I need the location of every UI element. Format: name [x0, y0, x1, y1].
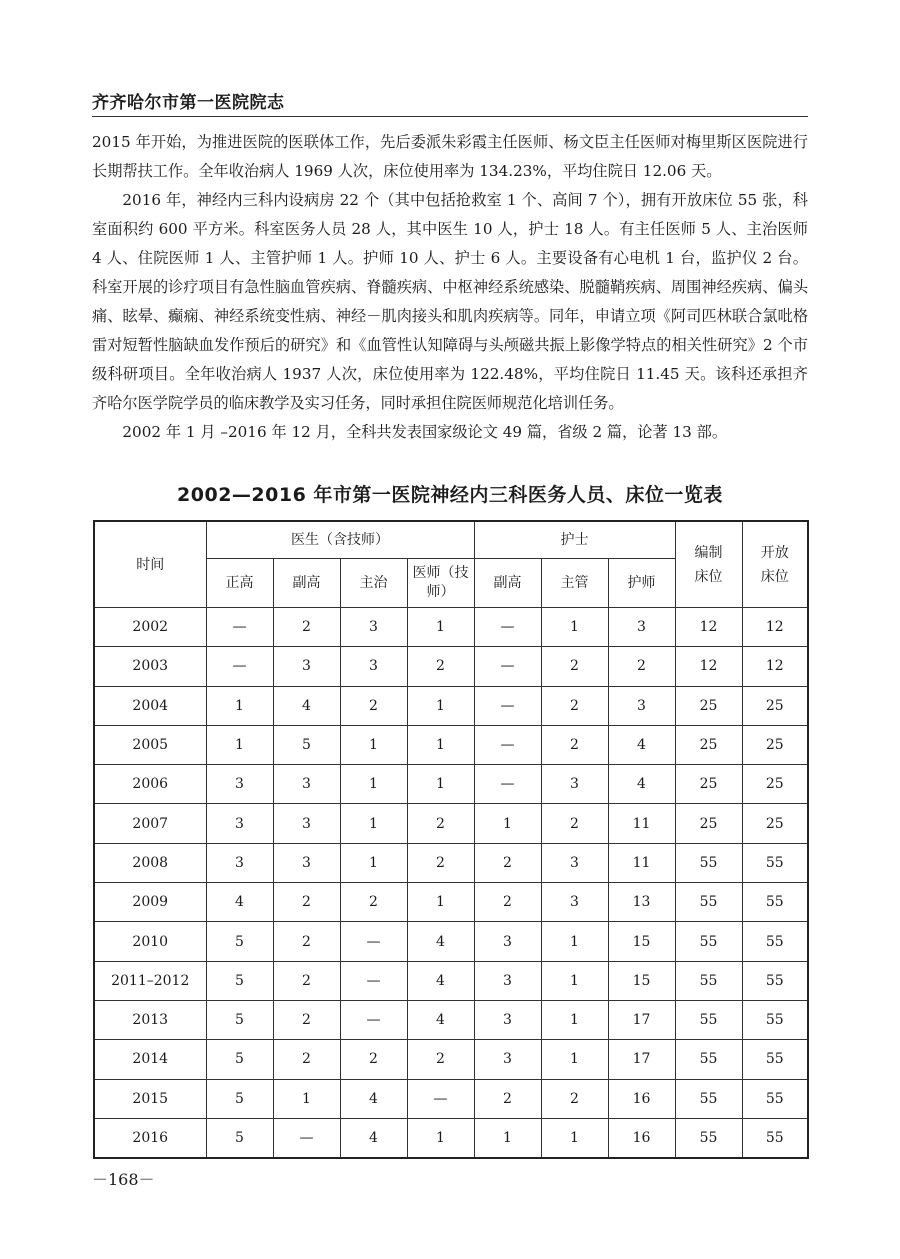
- table-cell: 1: [340, 804, 407, 843]
- table-cell: 4: [407, 961, 474, 1000]
- table-cell-time: 2002: [94, 608, 206, 647]
- table-cell: 25: [675, 725, 742, 764]
- table-cell: 2: [340, 1040, 407, 1079]
- header-planned-beds: 编制床位: [675, 521, 742, 608]
- table-cell: 55: [742, 1079, 808, 1118]
- paragraph: 2015 年开始，为推进医院的医联体工作，先后委派朱彩霞主任医师、杨文臣主任医师对梅里斯区医院进行长期帮扶工作。全年收治病人 1969 人次，床位使用率为 134.23%，平均住院日 12.06 天。: [92, 133, 808, 180]
- table-cell: 3: [340, 608, 407, 647]
- table-cell-time: 2005: [94, 725, 206, 764]
- table-cell: 55: [675, 1118, 742, 1158]
- table-row: [94, 686, 808, 725]
- table-cell: 15: [608, 922, 675, 961]
- header-rule: [92, 116, 808, 117]
- table-cell: 5: [273, 725, 340, 764]
- table-cell-time: 2011–2012: [94, 961, 206, 1000]
- table-cell: 1: [407, 883, 474, 922]
- table-cell: 55: [742, 1000, 808, 1039]
- table-cell: 13: [608, 883, 675, 922]
- table-cell: 1: [541, 1000, 608, 1039]
- table-cell: —: [273, 1118, 340, 1158]
- table-cell: 16: [608, 1118, 675, 1158]
- table-cell: 2: [407, 647, 474, 686]
- table-cell: 1: [340, 843, 407, 882]
- table-row: [94, 608, 808, 647]
- table-cell-time: 2004: [94, 686, 206, 725]
- table-cell: 3: [474, 1040, 541, 1079]
- table-cell: 2: [608, 647, 675, 686]
- table-cell: 11: [608, 843, 675, 882]
- table-cell: 2: [273, 922, 340, 961]
- table-row: [94, 725, 808, 764]
- table-cell-time: 2013: [94, 1000, 206, 1039]
- table-cell: 2: [273, 1040, 340, 1079]
- header-nurse-col: 主管: [541, 559, 608, 608]
- table-cell-time: 2006: [94, 765, 206, 804]
- table-cell: 2: [273, 1000, 340, 1039]
- table-cell: 25: [742, 686, 808, 725]
- table-cell: —: [407, 1079, 474, 1118]
- table-cell: 55: [742, 883, 808, 922]
- table-cell: 3: [474, 961, 541, 1000]
- table-cell: 4: [340, 1118, 407, 1158]
- table-cell: 55: [742, 1118, 808, 1158]
- table-cell: 1: [474, 804, 541, 843]
- table-cell: 5: [206, 961, 273, 1000]
- table-cell: 2: [340, 686, 407, 725]
- table-row: [94, 765, 808, 804]
- header-open-beds: 开放床位: [742, 521, 808, 608]
- table-cell: 25: [742, 804, 808, 843]
- table-cell: 1: [541, 961, 608, 1000]
- table-cell: 1: [206, 686, 273, 725]
- table-cell: 1: [541, 1040, 608, 1079]
- table-cell: 55: [675, 1079, 742, 1118]
- table-cell: 15: [608, 961, 675, 1000]
- table-cell: 25: [675, 686, 742, 725]
- table-cell: 55: [742, 1040, 808, 1079]
- table-cell: 1: [541, 922, 608, 961]
- table-cell: 3: [474, 922, 541, 961]
- table-cell: 55: [742, 922, 808, 961]
- header-doctor-col: 正高: [206, 559, 273, 608]
- table-cell: 4: [206, 883, 273, 922]
- page-number: －168－: [92, 1170, 155, 1189]
- table-cell: 1: [407, 765, 474, 804]
- table-cell: 5: [206, 1000, 273, 1039]
- table-cell: 1: [541, 1118, 608, 1158]
- table-row: [94, 1040, 808, 1079]
- table-cell-time: 2014: [94, 1040, 206, 1079]
- table-cell: 3: [206, 843, 273, 882]
- table-row: [94, 1000, 808, 1039]
- header-nurse-group: 护士: [474, 521, 675, 559]
- table-cell: 2: [273, 961, 340, 1000]
- table-cell: 1: [541, 608, 608, 647]
- table-cell: 55: [675, 1000, 742, 1039]
- table-cell: 3: [273, 765, 340, 804]
- table-cell: 1: [340, 765, 407, 804]
- table-cell: 12: [675, 608, 742, 647]
- table-cell: 3: [206, 765, 273, 804]
- table-row: [94, 1118, 808, 1158]
- table-cell: 3: [273, 647, 340, 686]
- table-cell: 2: [407, 843, 474, 882]
- table-cell: 4: [407, 922, 474, 961]
- table-cell: 3: [273, 843, 340, 882]
- table-cell-time: 2003: [94, 647, 206, 686]
- table-cell: 55: [675, 883, 742, 922]
- table-cell: 16: [608, 1079, 675, 1118]
- table-cell: 55: [742, 843, 808, 882]
- staff-beds-table: [93, 520, 809, 1159]
- table-cell: 2: [273, 608, 340, 647]
- table-cell: —: [474, 608, 541, 647]
- paragraph: 2016 年，神经内三科内设病房 22 个（其中包括抢救室 1 个、高间 7 个），拥有开放床位 55 张，科室面积约 600 平方米。科室医务人员 28 人，其中医生 10 人，护士 18 人。有主任医师 5 人、主治医师 4 人、住院医师 1 人、主管护师 1 人。护师 10 人、护士 6 人。主要设备有心电机 1 台，监护仪 2 台。科室开展的诊疗项目有急性脑血管疾病、脊髓疾病、中枢神经系统感染、脱髓鞘疾病、周围神经疾病、偏头痛、眩晕、癫痫、神经系统变性病、神经－肌肉接头和肌肉疾病等。同年，申请立项《阿司匹林联合氯吡格雷对短暂性脑缺血发作预后的研究》和《血管性认知障碍与头颅磁共振上影像学特点的相关性研究》2 个市级科研项目。全年收治病人 1937 人次，床位使用率为 122.48%，平均住院日 11.45 天。该科还承担齐齐哈尔医学院学员的临床教学及实习任务，同时承担住院医师规范化培训任务。: [92, 191, 808, 412]
- table-cell: 55: [742, 961, 808, 1000]
- table-cell: 3: [340, 647, 407, 686]
- table-cell: 5: [206, 1118, 273, 1158]
- table-cell: 1: [407, 686, 474, 725]
- table-cell: 1: [407, 608, 474, 647]
- table-cell: 17: [608, 1000, 675, 1039]
- table-cell: 2: [541, 725, 608, 764]
- table-cell: 3: [474, 1000, 541, 1039]
- table-cell: 4: [340, 1079, 407, 1118]
- table-row: [94, 804, 808, 843]
- table-cell: —: [340, 922, 407, 961]
- running-header: 齐齐哈尔市第一医院院志: [92, 93, 285, 113]
- table-cell: 2: [541, 686, 608, 725]
- header-doctor-col: 副高: [273, 559, 340, 608]
- table-cell: 3: [608, 608, 675, 647]
- table-cell: 4: [407, 1000, 474, 1039]
- table-cell: 5: [206, 1079, 273, 1118]
- table-cell: 25: [675, 804, 742, 843]
- table-cell-time: 2007: [94, 804, 206, 843]
- table-cell: 25: [742, 765, 808, 804]
- table-cell: 2: [541, 647, 608, 686]
- table-cell: 2: [340, 883, 407, 922]
- table-cell-time: 2015: [94, 1079, 206, 1118]
- table-title: 2002—2016 年市第一医院神经内三科医务人员、床位一览表: [177, 484, 723, 506]
- table-cell: 2: [407, 804, 474, 843]
- table-cell: 25: [675, 765, 742, 804]
- table-cell-time: 2009: [94, 883, 206, 922]
- table-cell: 5: [206, 922, 273, 961]
- table-cell: 17: [608, 1040, 675, 1079]
- table-cell: —: [474, 686, 541, 725]
- header-nurse-col: 副高: [474, 559, 541, 608]
- table-cell: 4: [608, 765, 675, 804]
- table-cell: —: [206, 647, 273, 686]
- table-row: [94, 1079, 808, 1118]
- table-cell: 11: [608, 804, 675, 843]
- table-cell: 3: [541, 883, 608, 922]
- table-row: [94, 961, 808, 1000]
- table-cell: 55: [675, 843, 742, 882]
- table-cell: —: [474, 765, 541, 804]
- table-row: [94, 647, 808, 686]
- header-doctor-col: 主治: [340, 559, 407, 608]
- table-cell: 12: [675, 647, 742, 686]
- table-cell: 2: [541, 1079, 608, 1118]
- table-cell: —: [474, 647, 541, 686]
- table-row: [94, 843, 808, 882]
- table-cell: 1: [206, 725, 273, 764]
- table-cell: 1: [474, 1118, 541, 1158]
- table-cell: 3: [206, 804, 273, 843]
- table-cell: 1: [407, 725, 474, 764]
- table-cell: 12: [742, 647, 808, 686]
- table-cell-time: 2010: [94, 922, 206, 961]
- table-cell: 3: [541, 843, 608, 882]
- table-cell: —: [474, 725, 541, 764]
- table-cell-time: 2016: [94, 1118, 206, 1158]
- table-cell: 55: [675, 961, 742, 1000]
- header-time: 时间: [94, 521, 206, 608]
- table-cell: 55: [675, 1040, 742, 1079]
- header-doctor-group: 医生（含技师）: [206, 521, 474, 559]
- table-cell: 2: [474, 883, 541, 922]
- table-cell: 3: [273, 804, 340, 843]
- table-cell: 1: [273, 1079, 340, 1118]
- header-doctor-col: 医师（技师）: [407, 559, 474, 608]
- table-cell: 2: [474, 843, 541, 882]
- table-cell: 2: [474, 1079, 541, 1118]
- header-nurse-col: 护师: [608, 559, 675, 608]
- table-cell: —: [206, 608, 273, 647]
- table-cell: 55: [675, 922, 742, 961]
- table-row: [94, 922, 808, 961]
- table-cell: 3: [541, 765, 608, 804]
- table-cell: 12: [742, 608, 808, 647]
- table-cell: 2: [407, 1040, 474, 1079]
- paragraph: 2002 年 1 月 –2016 年 12 月，全科共发表国家级论文 49 篇，省级 2 篇，论著 13 部。: [122, 423, 728, 441]
- table-row: [94, 883, 808, 922]
- table-cell: —: [340, 961, 407, 1000]
- table-cell-time: 2008: [94, 843, 206, 882]
- table-cell: 2: [273, 883, 340, 922]
- table-cell: 4: [273, 686, 340, 725]
- table-cell: 3: [608, 686, 675, 725]
- table-cell: 5: [206, 1040, 273, 1079]
- table-cell: —: [340, 1000, 407, 1039]
- table-cell: 1: [407, 1118, 474, 1158]
- table-cell: 2: [541, 804, 608, 843]
- table-cell: 4: [608, 725, 675, 764]
- body-text: [92, 128, 808, 447]
- table-body: [94, 608, 808, 1159]
- table-cell: 1: [340, 725, 407, 764]
- table-cell: 25: [742, 725, 808, 764]
